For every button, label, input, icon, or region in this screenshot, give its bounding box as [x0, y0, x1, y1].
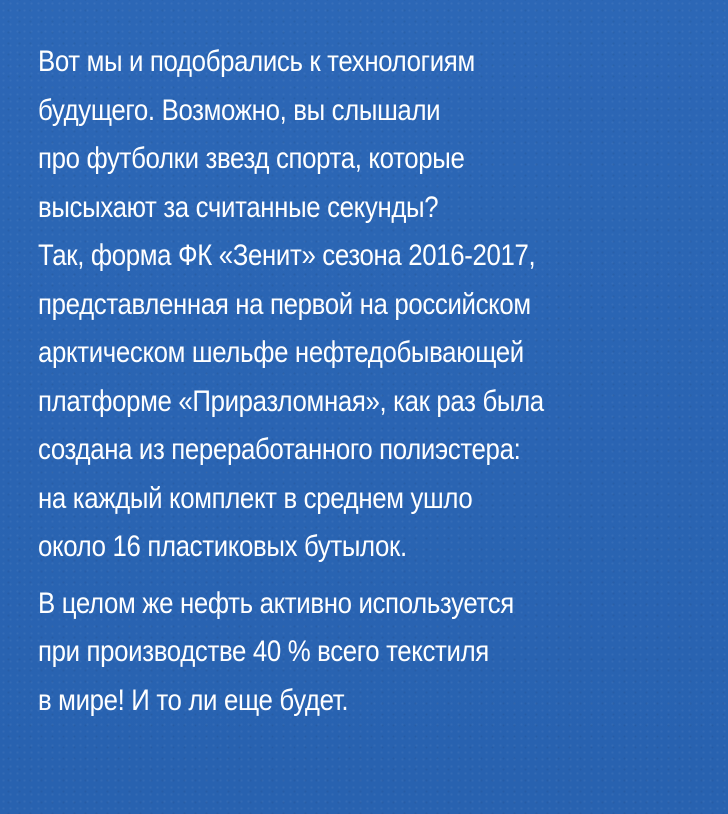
- text-line: арктическом шельфе нефтедобывающей: [38, 336, 524, 369]
- text-line: при производстве 40 % всего текстиля: [38, 635, 489, 668]
- text-line: про футболки звезд спорта, которые: [38, 142, 465, 175]
- text-line: В целом же нефть активно используется: [38, 586, 514, 620]
- text-line: на каждый комплект в среднем ушло: [38, 481, 473, 515]
- text-line: около 16 пластиковых бутылок.: [38, 530, 407, 563]
- paragraph-technologies: [38, 38, 700, 572]
- text-line: Вот мы и подобрались к технологиям: [38, 45, 475, 78]
- text-card: [38, 38, 698, 725]
- text-line: Так, форма ФК «Зенит» сезона 2016-2017,: [38, 239, 536, 272]
- text-line: в мире! И то ли еще будет.: [38, 683, 349, 717]
- paragraph-oil-textile: [38, 580, 700, 726]
- text-line: будущего. Возможно, вы слышали: [38, 93, 441, 127]
- text-line: высыхают за считанные секунды?: [38, 190, 439, 224]
- text-line: платформе «Приразломная», как раз была: [38, 384, 544, 418]
- text-line: представленная на первой на российском: [38, 287, 531, 321]
- text-line: создана из переработанного полиэстера:: [38, 433, 521, 466]
